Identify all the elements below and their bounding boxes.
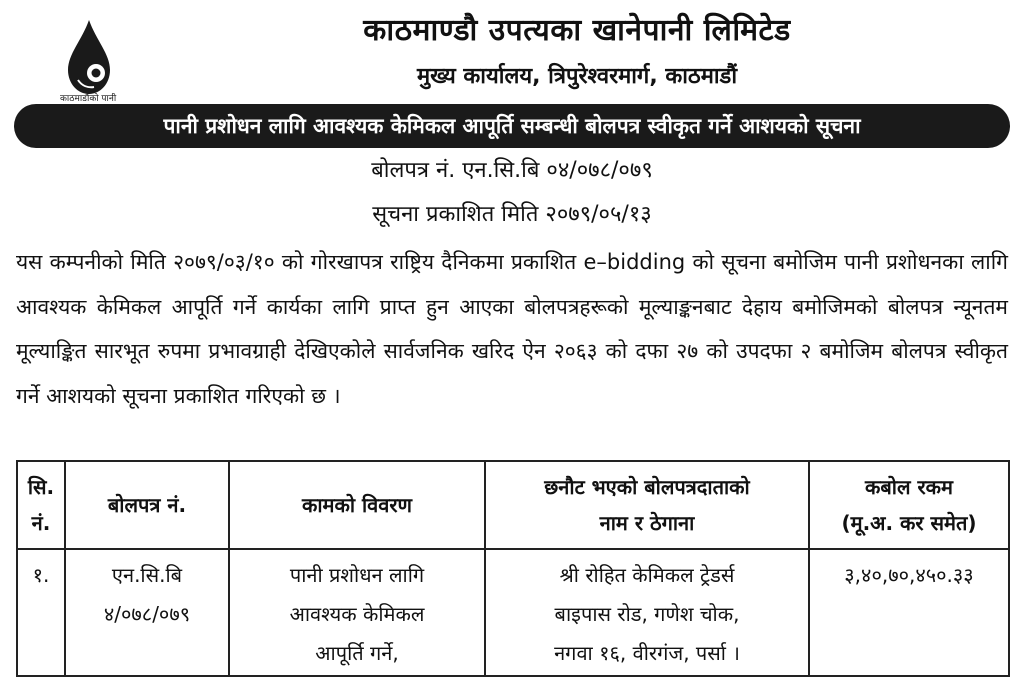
header-sn	[17, 461, 65, 549]
award-table	[16, 460, 1010, 677]
cell-bid-no-line1: एन.सि.बि	[111, 563, 183, 587]
header-amount	[809, 461, 1009, 549]
header-description: कामको विवरण	[229, 461, 485, 549]
cell-sn: १.	[17, 549, 65, 676]
table-row	[17, 549, 1009, 676]
table-header-row	[17, 461, 1009, 549]
cell-bid-no-line2: ४/०७८/०७९	[103, 602, 191, 626]
logo-text: काठमाडौंको पानी	[60, 94, 117, 102]
office-address: मुख्य कार्यालय, त्रिपुरेश्वरमार्ग, काठमाडौं	[416, 64, 738, 89]
logo-graphic	[52, 18, 126, 102]
header-sn-line1: सि.	[27, 475, 55, 499]
cell-description-line2: आवश्यक केमिकल	[289, 602, 425, 626]
cell-bid-no	[65, 549, 229, 676]
organization-name: काठमाण्डौ उपत्यका खानेपानी लिमिटेड	[363, 13, 791, 48]
header-bidder-line2: नाम र ठेगाना	[599, 511, 695, 535]
header-bidder-line1: छनौट भएको बोलपत्रदाताको	[544, 475, 750, 499]
header-amount-line1: कबोल रकम	[865, 475, 953, 499]
notice-title: पानी प्रशोधन लागि आवश्यक केमिकल आपूर्ति सम्बन्धी बोलपत्र स्वीकृत गर्ने आशयको सूचना	[163, 114, 861, 138]
cell-description-line1: पानी प्रशोधन लागि	[289, 563, 425, 587]
cell-bidder-line1: श्री रोहित केमिकल ट्रेडर्स	[559, 563, 735, 587]
header-bid-no: बोलपत्र नं.	[65, 461, 229, 549]
cell-amount: ३,४०,७०,४५०.३३	[809, 549, 1009, 676]
notice-title-bar	[14, 104, 1010, 148]
cell-bidder-line2: बाइपास रोड, गणेश चोक,	[554, 602, 740, 626]
publication-date: सूचना प्रकाशित मिति २०७९/०५/१३	[372, 202, 652, 227]
header-amount-line2: (मू.अ. कर समेत)	[841, 511, 977, 535]
cell-description-line3: आपूर्ति गर्ने,	[315, 641, 399, 665]
header-sn-line2: नं.	[31, 511, 51, 535]
notice-body: यस कम्पनीको मिति २०७९/०३/१० को गोरखापत्र राष्ट्रिय दैनिकमा प्रकाशित e–bidding को सूचना बमोजिम पानी प्रशोधनका लागि आवश्यक केमिकल आपूर्ति गर्ने कार्यका लागि प्राप्त हुन आएका बोलपत्रहरूको मूल्याङ्कनबाट देहाय बमोजिमको बोलपत्र न्यूनतम मूल्याङ्कित सारभूत रुपमा प्रभावग्राही देखिएकोले सार्वजनिक खरिद ऐन २०६३ को दफा २७ को उपदफा २ बमोजिम बोलपत्र स्वीकृत गर्ने आशयको सूचना प्रकाशित गरिएको छ ।	[16, 250, 1008, 408]
cell-description	[229, 549, 485, 676]
cell-bidder-line3: नगवा १६, वीरगंज, पर्सा ।	[554, 641, 740, 665]
header-bidder	[485, 461, 809, 549]
cell-bidder	[485, 549, 809, 676]
water-drop-logo-icon	[52, 18, 126, 102]
bid-number: बोलपत्र नं. एन.सि.बि ०४/०७८/०७९	[371, 158, 653, 183]
